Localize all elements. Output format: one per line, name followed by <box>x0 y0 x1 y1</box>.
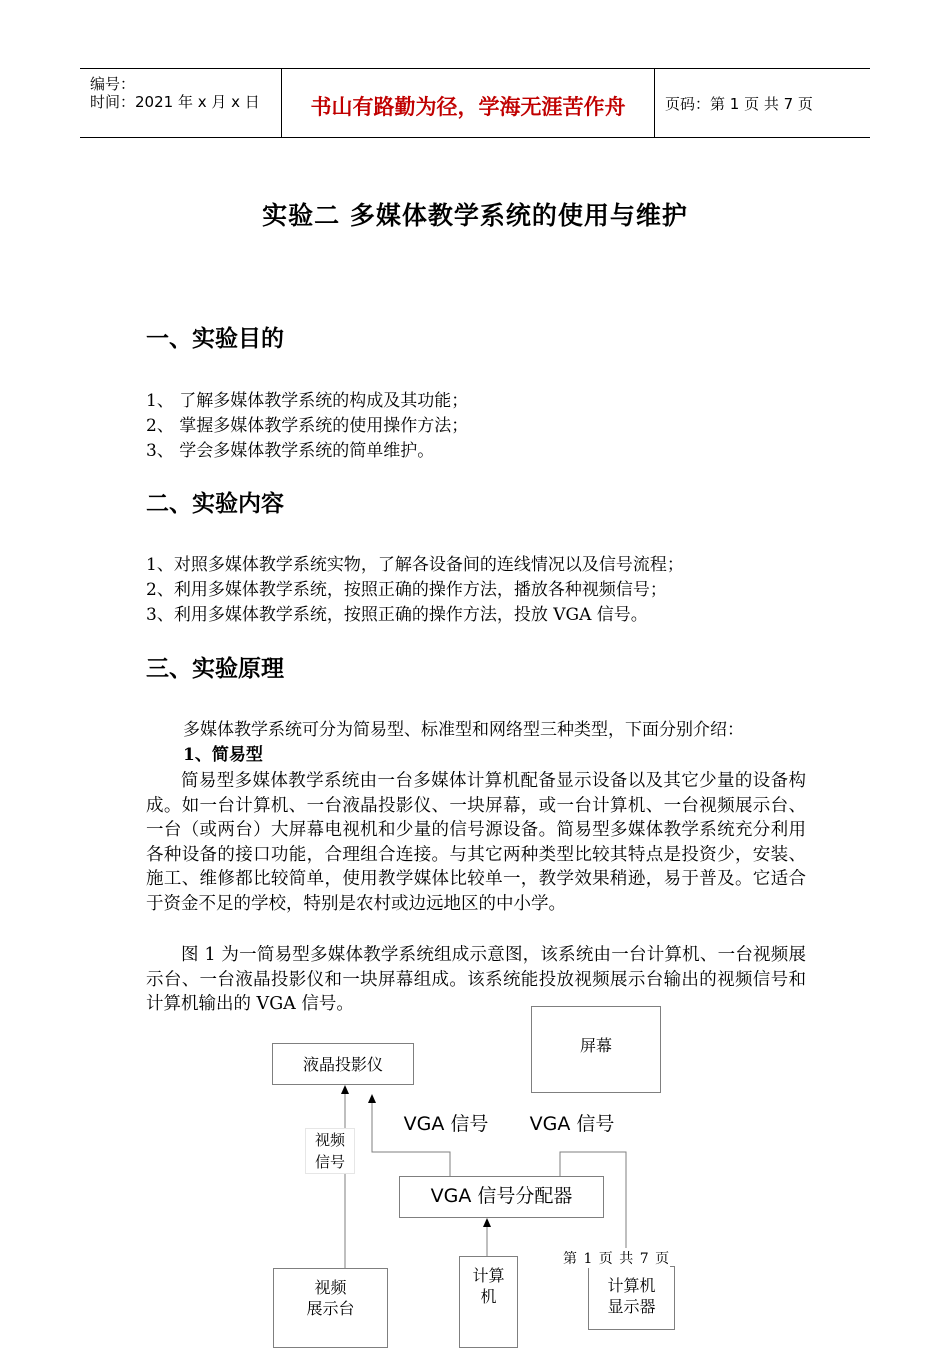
video-signal-label-line: 视频 <box>314 1131 345 1149</box>
section-heading-principle: 三、实验原理 <box>146 656 284 682</box>
computer-label: 机 <box>480 1287 497 1306</box>
screen-label: 屏幕 <box>579 1036 612 1055</box>
video-booth-label: 展示台 <box>306 1299 355 1318</box>
list-item: 3、利用多媒体教学系统，按照正确的操作方法，投放 VGA 信号。 <box>146 605 648 625</box>
list-item: 2、利用多媒体教学系统，按照正确的操作方法，播放各种视频信号； <box>146 580 667 600</box>
list-item: 1、对照多媒体教学系统实物，了解各设备间的连线情况以及信号流程； <box>146 555 684 575</box>
list-item: 1、 了解多媒体教学系统的构成及其功能； <box>146 391 469 411</box>
video-booth-label: 视频 <box>314 1278 347 1297</box>
document-date: 时间：2021 年 x 月 x 日 <box>90 93 260 111</box>
vga-splitter-label: VGA 信号分配器 <box>430 1185 573 1207</box>
monitor-box <box>588 1266 675 1330</box>
projector-box <box>272 1043 414 1085</box>
vga-signal-label: VGA 信号 <box>388 1110 504 1140</box>
computer-label: 计算 <box>472 1266 505 1285</box>
video-booth-box <box>273 1268 388 1348</box>
section-heading-content: 二、实验内容 <box>146 491 284 517</box>
header-page-number: 页码：第 1 页 共 7 页 <box>665 95 813 113</box>
footer-page-number: 第 1 页 共 7 页 <box>563 1248 670 1268</box>
monitor-label: 计算机 <box>607 1276 656 1295</box>
body-paragraph: 图 1 为一简易型多媒体教学系统组成示意图，该系统由一台计算机、一台视频展示台、一台液晶投影仪和一块屏幕组成。该系统能投放视频展示台输出的视频信号和计算机输出的 VGA 信号。 <box>146 945 806 1014</box>
vga-splitter-box <box>399 1176 604 1218</box>
section-heading-objectives: 一、实验目的 <box>146 326 284 352</box>
vga-signal-label: VGA 信号 <box>516 1110 628 1140</box>
monitor-label: 显示器 <box>607 1297 656 1316</box>
projector-label: 液晶投影仪 <box>302 1055 383 1074</box>
intro-paragraph: 多媒体教学系统可分为简易型、标准型和网络型三种类型，下面分别介绍： <box>183 720 744 740</box>
list-item: 2、 掌握多媒体教学系统的使用操作方法； <box>146 416 469 436</box>
computer-box <box>459 1256 518 1348</box>
document-number-label: 编号： <box>90 75 136 93</box>
vga-to-projector-arrowhead <box>368 1094 376 1103</box>
body-paragraph: 简易型多媒体教学系统由一台多媒体计算机配备显示设备以及其它少量的设备构成。如一台计算机、一台液晶投影仪、一块屏幕，或一台计算机、一台视频展示台、一台（或两台）大屏幕电视机和少量的信号源设备。简易型多媒体教学系统充分利用各种设备的接口功能，合理组合连接。与其它两种类型比较其特点是投资少，安装、施工、维修都比较简单，使用教学媒体比较单一，教学效果稍逊，易于普及。它适合于资金不足的学校，特别是农村或边远地区的中小学。 <box>146 771 806 914</box>
computer-to-splitter-arrowhead <box>483 1218 491 1227</box>
video-signal-arrowhead <box>341 1085 349 1094</box>
header-motto: 书山有路勤为径，学海无涯苦作舟 <box>310 95 626 119</box>
list-item: 3、 学会多媒体教学系统的简单维护。 <box>146 441 435 461</box>
document-title: 实验二 多媒体教学系统的使用与维护 <box>262 201 688 230</box>
video-signal-label-line: 信号 <box>314 1153 345 1171</box>
subheading-simple-type: 1、简易型 <box>183 745 263 765</box>
screen-box <box>531 1006 661 1093</box>
video-signal-label <box>305 1128 355 1174</box>
